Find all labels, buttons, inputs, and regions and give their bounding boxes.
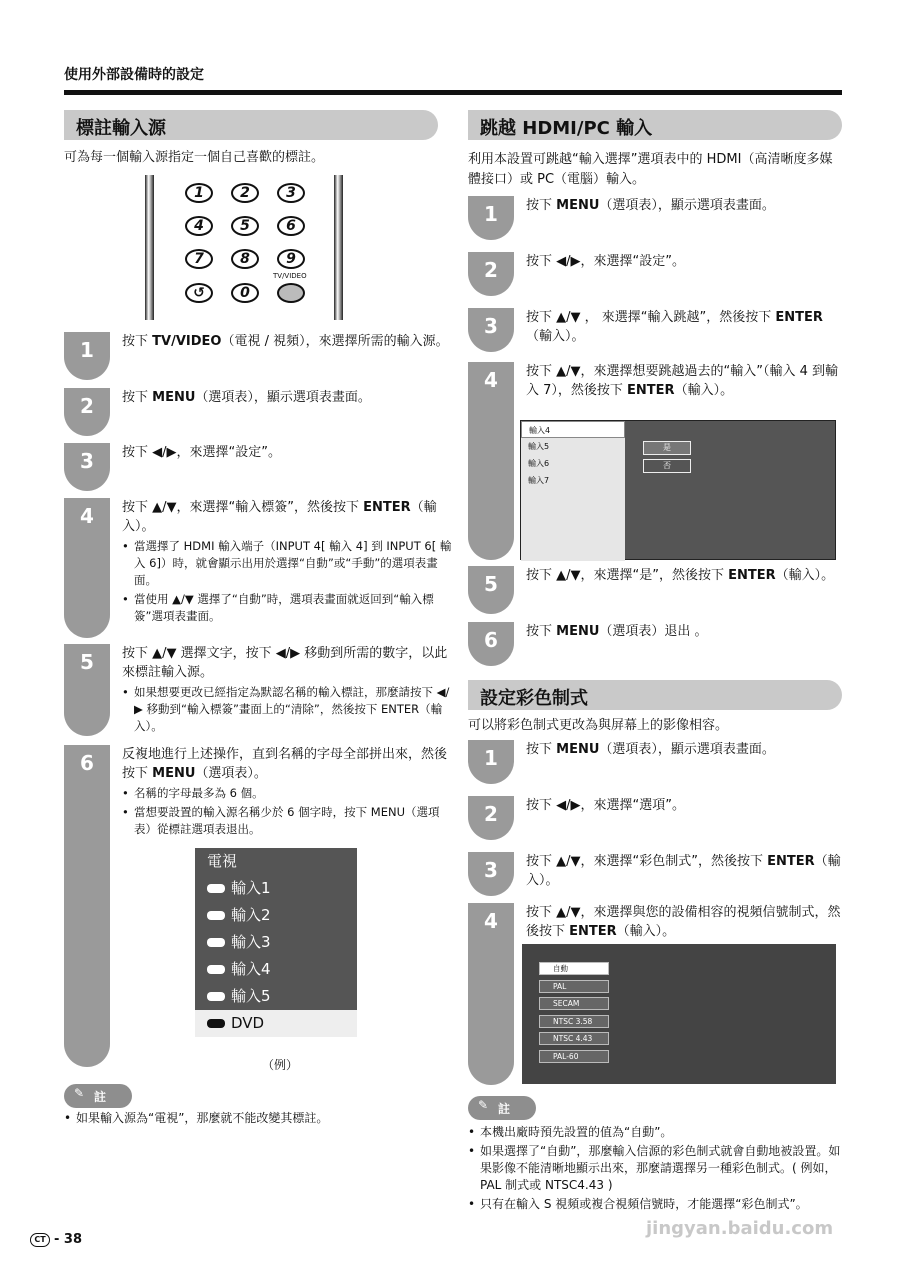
step-number: 6 — [80, 751, 94, 775]
right-step-5 — [468, 566, 842, 614]
input-label-menu-screen — [195, 848, 357, 1036]
step-text: 按下 ◀/▶，來選擇“設定”。 — [526, 254, 685, 269]
color-step-1 — [468, 740, 842, 784]
color-step-3 — [468, 852, 842, 896]
step-number: 1 — [484, 202, 498, 226]
note-tag: ✎ 註 — [468, 1096, 536, 1120]
step-bullet: • 如果想要更改已經指定為默認名稱的輸入標註，那麼請按下 ◀/▶ 移動到“輸入標簽”畫面上的“清除”，然後按下 ENTER（輸入）。 — [122, 684, 456, 735]
left-step-1 — [64, 332, 456, 380]
step-tab — [64, 745, 110, 1067]
step-text: 按下 MENU（選項表），顯示選項表畫面。 — [526, 742, 775, 757]
remote-edge-right — [334, 175, 343, 320]
step-number: 3 — [484, 314, 498, 338]
step-number: 4 — [484, 909, 498, 933]
watermark: jingyan.baidu.com — [646, 1218, 834, 1239]
menu-item-input3: 輸入3 — [195, 929, 357, 956]
step-number: 3 — [80, 449, 94, 473]
step-text: 按下 MENU（選項表），顯示選項表畫面。 — [526, 198, 775, 213]
step-text: 按下 ▲/▼，來選擇想要跳越過去的“輸入”（輸入 4 到輸入 7），然後按下 ENTER（輸入）。 — [526, 364, 839, 398]
step-number: 3 — [484, 858, 498, 882]
menu-item-dvd: DVD — [195, 1010, 357, 1037]
menu-item-input1: 輸入1 — [195, 875, 357, 902]
key-5: 5 — [231, 216, 259, 236]
note-item: • 只有在輸入 S 視頻或複合視頻信號時，才能選擇“彩色制式”。 — [468, 1196, 842, 1213]
step-text: 按下 ▲/▼，來選擇與您的設備相容的視頻信號制式，然後按下 ENTER（輸入）。 — [526, 905, 841, 939]
note-item: • 如果選擇了“自動”，那麼輸入信源的彩色制式就會自動地被設置。如果影像不能清晰地顯示出來，那麼請選擇另一種彩色制式。( 例如，PAL 制式或 NTSC4.43 ) — [468, 1143, 842, 1194]
skip-yes-option: 是 — [643, 441, 691, 455]
input-plug-icon — [207, 938, 225, 947]
right-notes — [468, 1122, 842, 1213]
menu-item-tv: 電視 — [207, 852, 238, 870]
flashback-key: ↺ — [185, 283, 213, 303]
ct-language-badge: CT — [30, 1233, 50, 1247]
left-notes — [64, 1108, 438, 1127]
step-number: 1 — [484, 746, 498, 770]
tv-video-key — [277, 283, 305, 303]
left-step-2 — [64, 388, 456, 436]
input-plug-icon — [207, 992, 225, 1001]
step-number: 2 — [80, 394, 94, 418]
left-step-5 — [64, 644, 456, 736]
skip-item-input6: 輸入6 — [528, 459, 550, 468]
input-label-intro: 可為每一個輸入源指定一個自己喜歡的標註。 — [64, 150, 325, 165]
remote-edge-left — [145, 175, 154, 320]
input-plug-icon — [207, 965, 225, 974]
color-option-pal60: PAL-60 — [539, 1050, 609, 1063]
pencil-icon: ✎ — [74, 1086, 85, 1100]
color-intro: 可以將彩色制式更改為與屏幕上的影像相容。 — [468, 718, 729, 733]
note-item: • 如果輸入源為“電視”，那麼就不能改變其標註。 — [64, 1110, 438, 1127]
section-title-color-system: 設定彩色制式 — [468, 680, 842, 710]
skip-item-input4: 輸入4 — [521, 421, 625, 438]
right-step-1 — [468, 196, 842, 240]
menu-item-input5: 輸入5 — [195, 983, 357, 1010]
color-option-secam: SECAM — [539, 997, 609, 1010]
step-number: 2 — [484, 258, 498, 282]
input-plug-icon — [207, 911, 225, 920]
color-system-menu-screen — [522, 944, 836, 1084]
step-bullet: • 當使用 ▲/▼ 選擇了“自動”時，選項表畫面就返回到“輸入標簽”選項表畫面。 — [122, 591, 456, 625]
key-6: 6 — [277, 216, 305, 236]
right-step-3 — [468, 308, 842, 352]
key-8: 8 — [231, 249, 259, 269]
input-plug-icon — [207, 884, 225, 893]
section-title-skip: 跳越 HDMI/PC 輸入 — [468, 110, 842, 140]
step-number: 4 — [80, 504, 94, 528]
step-text: 按下 MENU（選項表），顯示選項表畫面。 — [122, 390, 371, 405]
key-0: 0 — [231, 283, 259, 303]
input-skip-menu-screen — [520, 420, 836, 560]
key-7: 7 — [185, 249, 213, 269]
page-number: - 38 — [54, 1232, 83, 1247]
right-step-6 — [468, 622, 842, 666]
color-step-2 — [468, 796, 842, 840]
input-plug-icon — [207, 1019, 225, 1028]
step-bullet: • 當選擇了 HDMI 輸入端子（INPUT 4[ 輸入 4] 到 INPUT 6[ 輸入 6]）時，就會顯示出用於選擇“自動”或“手動”的選項表畫面。 — [122, 538, 456, 589]
step-text: 反複地進行上述操作，直到名稱的字母全部拼出來，然後按下 MENU（選項表）。 • 名稱的字母最多為 6 個。 • 當想要設置的輸入源名稱少於 6 個字時，按下 MENU（選項表）從標註選項表退出。 — [122, 745, 456, 838]
menu-item-input4: 輸入4 — [195, 956, 357, 983]
note-tag: ✎ 註 — [64, 1084, 132, 1108]
step-number: 5 — [484, 572, 498, 596]
step-number: 2 — [484, 802, 498, 826]
left-step-4 — [64, 498, 456, 638]
right-step-2 — [468, 252, 842, 296]
step-bullet: • 名稱的字母最多為 6 個。 — [122, 785, 456, 802]
skip-no-option: 否 — [643, 459, 691, 473]
step-text: 按下 ▲/▼ 選擇文字，按下 ◀/▶ 移動到所需的數字，以此來標註輸入源。 • 如果想要更改已經指定為默認名稱的輸入標註，那麼請按下 ◀/▶ 移動到“輸入標簽”畫面上的“清除”，然後按下 ENTER（輸入）。 — [122, 644, 456, 735]
step-text: 按下 MENU（選項表）退出 。 — [526, 624, 708, 639]
menu-item-input2: 輸入2 — [195, 902, 357, 929]
step-number: 4 — [484, 368, 498, 392]
step-text: 按下 TV/VIDEO（電視 / 視頻），來選擇所需的輸入源。 — [122, 334, 449, 349]
color-option-ntsc358: NTSC 3.58 — [539, 1015, 609, 1028]
key-2: 2 — [231, 183, 259, 203]
pencil-icon: ✎ — [478, 1098, 489, 1112]
step-text: 按下 ▲/▼ ， 來選擇“輸入跳越”，然後按下 ENTER（輸入）。 — [526, 310, 823, 344]
color-option-ntsc443: NTSC 4.43 — [539, 1032, 609, 1045]
key-9: 9 — [277, 249, 305, 269]
step-text: 按下 ▲/▼，來選擇“是”，然後按下 ENTER（輸入）。 — [526, 568, 835, 583]
section-title-input-label: 標註輸入源 — [64, 110, 438, 140]
tv-video-label: TV/VIDEO — [273, 272, 307, 280]
step-text: 按下 ▲/▼，來選擇“彩色制式”，然後按下 ENTER（輸入）。 — [526, 854, 841, 888]
step-bullet: • 當想要設置的輸入源名稱少於 6 個字時，按下 MENU（選項表）從標註選項表退出。 — [122, 804, 456, 838]
left-step-3 — [64, 443, 456, 491]
page-header: 使用外部設備時的設定 — [64, 67, 204, 83]
key-4: 4 — [185, 216, 213, 236]
remote-control-illustration — [145, 175, 345, 320]
color-option-pal: PAL — [539, 980, 609, 993]
key-3: 3 — [277, 183, 305, 203]
skip-item-input7: 輸入7 — [528, 476, 550, 485]
step-text: 按下 ◀/▶，來選擇“設定”。 — [122, 445, 281, 460]
skip-intro: 利用本設置可跳越“輸入選擇”選項表中的 HDMI（高清晰度多媒體接口）或 PC（電腦）輸入。 — [468, 152, 833, 187]
skip-input-list — [521, 421, 625, 561]
step-number: 1 — [80, 338, 94, 362]
color-option-auto: 自動 — [539, 962, 609, 975]
key-1: 1 — [185, 183, 213, 203]
step-text: 按下 ◀/▶，來選擇“選項”。 — [526, 798, 685, 813]
step-text: 按下 ▲/▼，來選擇“輸入標簽”，然後按下 ENTER（輸入）。 • 當選擇了 HDMI 輸入端子（INPUT 4[ 輸入 4] 到 INPUT 6[ 輸入 6]）時，就會顯示出用於選擇“自動”或“手動”的選項表畫面。 • 當使用 ▲/▼ 選擇了“自動”時，選項表畫面就返回到“輸入標簽”選項表畫面。 — [122, 498, 456, 625]
example-caption: （例） — [262, 1058, 299, 1072]
header-rule — [64, 90, 842, 95]
step-number: 5 — [80, 650, 94, 674]
step-number: 6 — [484, 628, 498, 652]
note-item: • 本機出廠時預先設置的值為“自動”。 — [468, 1124, 842, 1141]
skip-item-input5: 輸入5 — [528, 442, 550, 451]
